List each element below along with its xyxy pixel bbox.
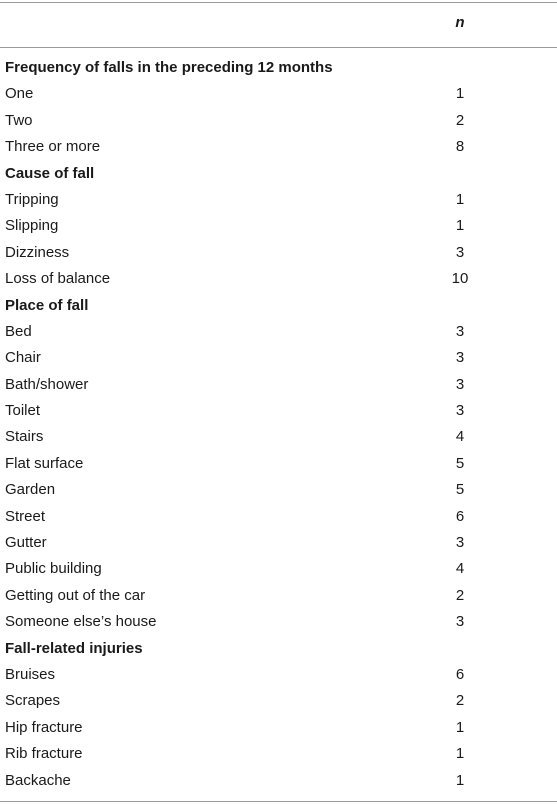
table-row [0,556,557,582]
table-row [0,715,557,741]
row-value: 1 [455,745,465,763]
table-body [0,55,557,794]
table-row [0,266,557,292]
section-heading [0,161,557,187]
row-value: 3 [455,322,465,340]
section-heading [0,55,557,81]
row-value: 1 [455,85,465,103]
row-value: 2 [455,586,465,604]
row-value: 3 [455,375,465,393]
row-label: Bruises [5,665,56,683]
table-row [0,583,557,609]
row-label: Gutter [5,534,47,552]
row-label: Stairs [5,428,44,446]
row-value: 3 [455,402,465,420]
row-label: One [5,85,34,103]
row-value: 3 [455,613,465,631]
row-label: Rib fracture [5,745,83,763]
table-row [0,477,557,503]
header-rule [0,47,557,48]
table-row [0,345,557,371]
row-label: Backache [5,771,71,789]
row-label: Bath/shower [5,375,89,393]
row-value: 8 [455,138,465,156]
section-title: Place of fall [5,296,89,314]
table-row [0,398,557,424]
table-row [0,108,557,134]
row-value: 10 [451,270,469,288]
table-row [0,504,557,530]
row-value: 1 [455,718,465,736]
row-value: 6 [455,665,465,683]
row-value: 1 [455,217,465,235]
row-value: 1 [455,190,465,208]
row-label: Bed [5,322,32,340]
row-label: Someone else’s house [5,613,157,631]
row-label: Hip fracture [5,718,83,736]
section-title: Frequency of falls in the preceding 12 months [5,59,333,76]
column-header-n: n [455,14,465,31]
row-value: 2 [455,692,465,710]
row-label: Two [5,111,33,129]
row-label: Tripping [5,190,59,208]
row-value: 4 [455,428,465,446]
row-label: Public building [5,560,102,578]
row-label: Dizziness [5,243,70,261]
table-row [0,741,557,767]
row-value: 3 [455,243,465,261]
table-row [0,688,557,714]
table-row [0,424,557,450]
section-title: Cause of fall [5,164,95,182]
table-row [0,134,557,160]
row-value: 5 [455,481,465,499]
section-heading [0,636,557,662]
table-top-rule [0,2,557,3]
row-value: 1 [455,771,465,789]
table-row [0,372,557,398]
table-row [0,319,557,345]
row-label: Loss of balance [5,270,111,288]
table-row [0,768,557,794]
row-label: Scrapes [5,692,61,710]
row-label: Chair [5,349,41,367]
table-row [0,213,557,239]
table-row [0,240,557,266]
row-label: Flat surface [5,454,84,472]
row-value: 5 [455,454,465,472]
row-value: 3 [455,534,465,552]
row-label: Toilet [5,402,41,420]
table-bottom-rule [0,801,557,802]
row-label: Slipping [5,217,59,235]
row-label: Garden [5,481,56,499]
row-value: 6 [455,507,465,525]
section-title: Fall-related injuries [5,639,143,657]
table-row [0,609,557,635]
table-row [0,187,557,213]
table-row [0,530,557,556]
row-value: 4 [455,560,465,578]
row-label: Street [5,507,46,525]
row-label: Three or more [5,138,101,156]
table-row [0,662,557,688]
table-row [0,81,557,107]
table-row [0,451,557,477]
row-label: Getting out of the car [5,586,146,604]
row-value: 2 [455,111,465,129]
section-heading [0,293,557,319]
row-value: 3 [455,349,465,367]
